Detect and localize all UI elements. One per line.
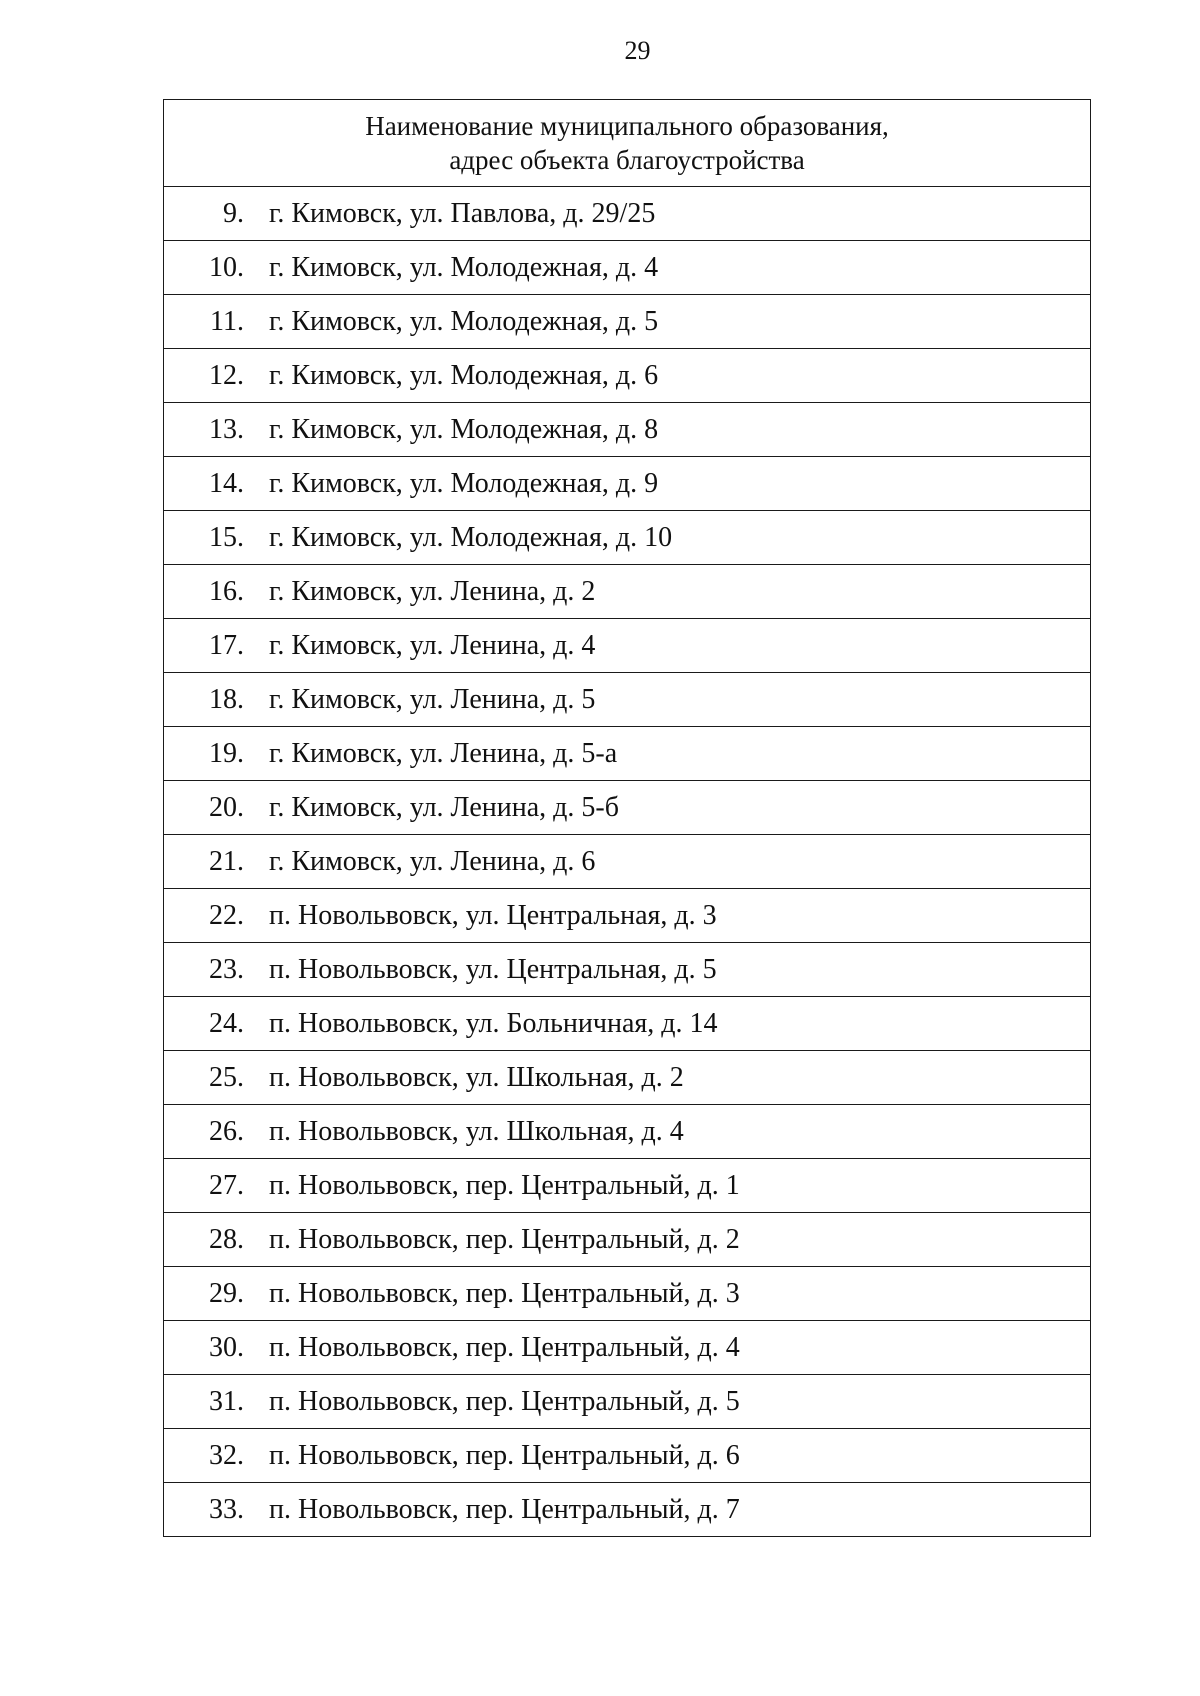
- table-cell: [164, 1321, 1091, 1375]
- table-cell: [164, 1105, 1091, 1159]
- row-address: п. Новольвовск, пер. Центральный, д. 1: [269, 1169, 740, 1201]
- row-address: п. Новольвовск, пер. Центральный, д. 5: [269, 1385, 740, 1417]
- row-address: г. Кимовск, ул. Павлова, д. 29/25: [269, 197, 656, 229]
- table-row: [164, 241, 1091, 295]
- table-cell: [164, 619, 1091, 673]
- row-number: 15.: [209, 521, 244, 553]
- table-cell: [164, 349, 1091, 403]
- row-address: п. Новольвовск, пер. Центральный, д. 7: [269, 1493, 740, 1525]
- row-number: 17.: [209, 629, 244, 661]
- row-address: г. Кимовск, ул. Ленина, д. 5: [269, 683, 596, 715]
- table-row: [164, 1105, 1091, 1159]
- table-cell: [164, 889, 1091, 943]
- row-number: 12.: [209, 359, 244, 391]
- row-number: 32.: [209, 1439, 244, 1471]
- table-cell: [164, 835, 1091, 889]
- row-number: 9.: [223, 197, 244, 229]
- table-header-line-2: адрес объекта благоустройства: [449, 145, 805, 175]
- row-number: 14.: [209, 467, 244, 499]
- table-cell: [164, 997, 1091, 1051]
- table-row: [164, 781, 1091, 835]
- row-number: 27.: [209, 1169, 244, 1201]
- table-cell: [164, 781, 1091, 835]
- table-cell: [164, 511, 1091, 565]
- row-number: 10.: [209, 251, 244, 283]
- row-number: 11.: [210, 305, 244, 337]
- row-address: г. Кимовск, ул. Молодежная, д. 4: [269, 251, 659, 283]
- row-address: г. Кимовск, ул. Молодежная, д. 5: [269, 305, 659, 337]
- row-address: п. Новольвовск, ул. Центральная, д. 5: [269, 953, 717, 985]
- row-number: 22.: [209, 899, 244, 931]
- row-address: г. Кимовск, ул. Ленина, д. 5-б: [269, 791, 619, 823]
- row-number: 26.: [209, 1115, 244, 1147]
- address-table: [163, 99, 1091, 1537]
- row-number: 25.: [209, 1061, 244, 1093]
- row-address: п. Новольвовск, пер. Центральный, д. 2: [269, 1223, 740, 1255]
- table-row: [164, 1321, 1091, 1375]
- row-number: 29.: [209, 1277, 244, 1309]
- table-row: [164, 673, 1091, 727]
- table-row: [164, 1375, 1091, 1429]
- table-row: [164, 295, 1091, 349]
- table-body: [164, 187, 1091, 1537]
- table-row: [164, 1483, 1091, 1537]
- table-row: [164, 349, 1091, 403]
- row-address: п. Новольвовск, ул. Больничная, д. 14: [269, 1007, 718, 1039]
- row-number: 33.: [209, 1493, 244, 1525]
- row-address: п. Новольвовск, пер. Центральный, д. 3: [269, 1277, 740, 1309]
- table-row: [164, 889, 1091, 943]
- table-cell: [164, 1429, 1091, 1483]
- row-address: г. Кимовск, ул. Ленина, д. 2: [269, 575, 596, 607]
- table-cell: [164, 187, 1091, 241]
- table-row: [164, 457, 1091, 511]
- row-number: 24.: [209, 1007, 244, 1039]
- table-row: [164, 1159, 1091, 1213]
- row-number: 28.: [209, 1223, 244, 1255]
- table-row: [164, 997, 1091, 1051]
- table-header-row: [164, 100, 1091, 187]
- row-number: 30.: [209, 1331, 244, 1363]
- page-number: 29: [624, 36, 651, 65]
- row-number: 20.: [209, 791, 244, 823]
- table-cell: [164, 727, 1091, 781]
- table-row: [164, 727, 1091, 781]
- row-address: п. Новольвовск, ул. Центральная, д. 3: [269, 899, 717, 931]
- table-header-line-1: Наименование муниципального образования,: [365, 111, 889, 141]
- row-address: г. Кимовск, ул. Молодежная, д. 6: [269, 359, 659, 391]
- table-row: [164, 565, 1091, 619]
- row-address: п. Новольвовск, пер. Центральный, д. 6: [269, 1439, 740, 1471]
- table-row: [164, 511, 1091, 565]
- row-number: 19.: [209, 737, 244, 769]
- table-cell: [164, 1483, 1091, 1537]
- table-cell: [164, 241, 1091, 295]
- table-row: [164, 619, 1091, 673]
- table-cell: [164, 1267, 1091, 1321]
- table-cell: [164, 403, 1091, 457]
- row-number: 16.: [209, 575, 244, 607]
- table-cell: [164, 295, 1091, 349]
- table-cell: [164, 943, 1091, 997]
- table-cell: [164, 457, 1091, 511]
- table-header: [164, 100, 1091, 187]
- table-row: [164, 1213, 1091, 1267]
- row-address: п. Новольвовск, пер. Центральный, д. 4: [269, 1331, 740, 1363]
- row-address: п. Новольвовск, ул. Школьная, д. 2: [269, 1061, 684, 1093]
- table-row: [164, 835, 1091, 889]
- table-cell: [164, 1213, 1091, 1267]
- table-row: [164, 1051, 1091, 1105]
- table-row: [164, 1429, 1091, 1483]
- table-cell: [164, 1375, 1091, 1429]
- row-address: п. Новольвовск, ул. Школьная, д. 4: [269, 1115, 684, 1147]
- table-row: [164, 403, 1091, 457]
- row-number: 13.: [209, 413, 244, 445]
- row-address: г. Кимовск, ул. Ленина, д. 6: [269, 845, 596, 877]
- table-cell: [164, 1051, 1091, 1105]
- row-number: 18.: [209, 683, 244, 715]
- table-cell: [164, 673, 1091, 727]
- row-address: г. Кимовск, ул. Ленина, д. 5-а: [269, 737, 618, 769]
- table-row: [164, 187, 1091, 241]
- row-number: 23.: [209, 953, 244, 985]
- table-cell: [164, 565, 1091, 619]
- table-row: [164, 1267, 1091, 1321]
- row-address: г. Кимовск, ул. Молодежная, д. 9: [269, 467, 659, 499]
- table-cell: [164, 1159, 1091, 1213]
- row-number: 21.: [209, 845, 244, 877]
- table-row: [164, 943, 1091, 997]
- row-address: г. Кимовск, ул. Молодежная, д. 8: [269, 413, 659, 445]
- row-address: г. Кимовск, ул. Ленина, д. 4: [269, 629, 596, 661]
- row-address: г. Кимовск, ул. Молодежная, д. 10: [269, 521, 673, 553]
- row-number: 31.: [209, 1385, 244, 1417]
